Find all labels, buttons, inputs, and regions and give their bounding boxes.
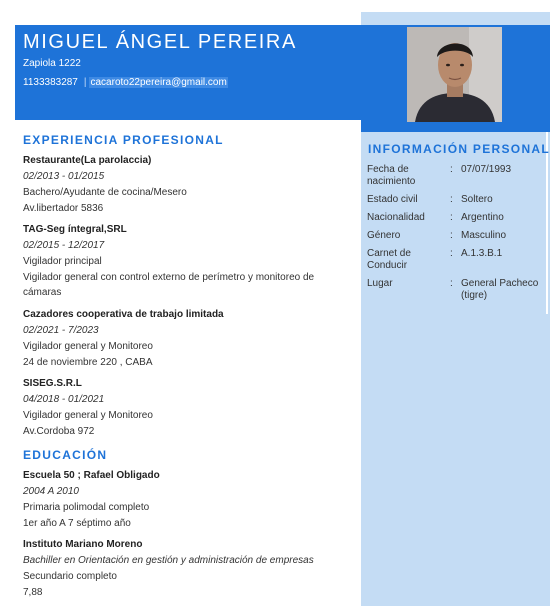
experience-detail: Av.libertador 5836 bbox=[23, 203, 104, 214]
email-link[interactable]: cacaroto22pereira@gmail.com bbox=[90, 77, 227, 88]
info-value: A.1.3.B.1 bbox=[461, 248, 503, 259]
info-value: General Pacheco (tigre) bbox=[461, 278, 539, 301]
education-school: Instituto Mariano Moreno bbox=[23, 539, 143, 550]
info-colon: : bbox=[450, 164, 453, 175]
info-value: Masculino bbox=[461, 230, 507, 241]
experience-detail: 24 de noviembre 220 , CABA bbox=[23, 357, 153, 368]
experience-company: SISEG.S.R.L bbox=[23, 378, 82, 389]
experience-detail: Av.Cordoba 972 bbox=[23, 426, 95, 437]
experience-dates: 02/2015 - 12/2017 bbox=[23, 240, 105, 251]
experience-role: Vigilador general y Monitoreo bbox=[23, 410, 153, 421]
info-label: Carnet de Conducir bbox=[367, 248, 411, 271]
personal-info-title: INFORMACIÓN PERSONAL bbox=[368, 142, 550, 156]
info-label: Nacionalidad bbox=[367, 212, 425, 223]
education-detail: Secundario completo bbox=[23, 571, 117, 582]
experience-role: Vigilador principal bbox=[23, 256, 102, 267]
experience-company: Restaurante(La parolaccia) bbox=[23, 155, 152, 166]
info-colon: : bbox=[450, 248, 453, 259]
education-dates: Bachiller en Orientación en gestión y administración de empresas bbox=[23, 555, 314, 566]
phone: 1133383287 bbox=[23, 77, 78, 88]
experience-dates: 04/2018 - 01/2021 bbox=[23, 394, 105, 405]
education-school: Escuela 50 ; Rafael Obligado bbox=[23, 470, 160, 481]
contact-separator: | bbox=[83, 77, 87, 88]
resume-header bbox=[15, 25, 361, 120]
experience-dates: 02/2021 - 7/2023 bbox=[23, 325, 99, 336]
info-colon: : bbox=[450, 212, 453, 223]
education-dates: 2004 A 2010 bbox=[23, 486, 79, 497]
sidebar bbox=[361, 12, 550, 606]
info-value: Argentino bbox=[461, 212, 504, 223]
info-colon: : bbox=[450, 230, 453, 241]
info-label: Lugar bbox=[367, 278, 393, 289]
profile-photo bbox=[407, 27, 502, 122]
education-detail: 1er año A 7 séptimo año bbox=[23, 518, 131, 529]
info-label: Género bbox=[367, 230, 401, 241]
experience-company: Cazadores cooperativa de trabajo limitada bbox=[23, 309, 224, 320]
experience-company: TAG-Seg íntegral,SRL bbox=[23, 224, 127, 235]
experience-role: Bachero/Ayudante de cocina/Mesero bbox=[23, 187, 187, 198]
info-value: 07/07/1993 bbox=[461, 164, 512, 175]
info-colon: : bbox=[450, 194, 453, 205]
experience-dates: 02/2013 - 01/2015 bbox=[23, 171, 105, 182]
info-label: Fecha de nacimiento bbox=[367, 164, 416, 187]
info-colon: : bbox=[450, 278, 453, 289]
info-label: Estado civil bbox=[367, 194, 418, 205]
experience-title: EXPERIENCIA PROFESIONAL bbox=[23, 133, 224, 147]
candidate-name: MIGUEL ÁNGEL PEREIRA bbox=[23, 31, 297, 53]
address: Zapiola 1222 bbox=[23, 58, 81, 69]
contact-line bbox=[23, 77, 228, 88]
education-detail: 7,88 bbox=[23, 587, 43, 598]
education-detail: Primaria polimodal completo bbox=[23, 502, 150, 513]
education-title: EDUCACIÓN bbox=[23, 448, 108, 462]
experience-role: Vigilador general y Monitoreo bbox=[23, 341, 153, 352]
profile-photo-image bbox=[407, 27, 502, 122]
info-value: Soltero bbox=[461, 194, 493, 205]
experience-detail: Vigilador general con control externo de perímetro y monitoreo de cámaras bbox=[23, 272, 315, 298]
